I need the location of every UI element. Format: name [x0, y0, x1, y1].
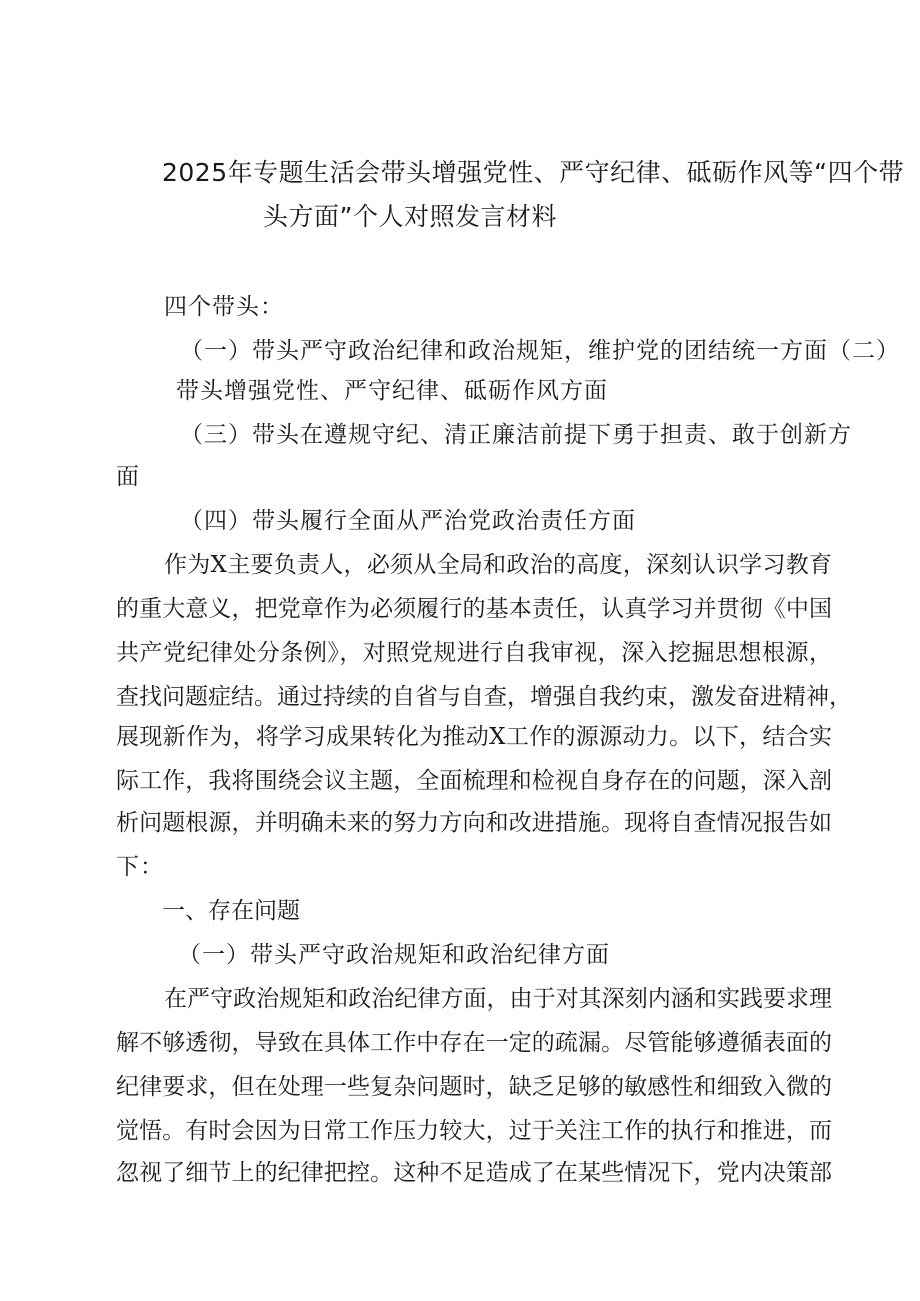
intro-line: 作为X主要负责人，必须从全局和政治的高度，深刻认识学习教育	[164, 552, 832, 578]
intro-line: 的重大意义，把党章作为必须履行的基本责任，认真学习并贯彻《中国	[116, 596, 832, 622]
item-line-5: （四）带头履行全面从严治党政治责任方面	[180, 508, 636, 534]
subsection-heading: （一）带头严守政治规矩和政治纪律方面	[178, 942, 610, 968]
body-line: 忽视了细节上的纪律把控。这种不足造成了在某些情况下，党内决策部	[116, 1160, 832, 1186]
item-line-1: （一）带头严守政治纪律和政治规矩，维护党的团结统一方面（二）	[180, 338, 900, 364]
item-line-3: （三）带头在遵规守纪、清正廉洁前提下勇于担责、敢于创新方	[180, 422, 852, 448]
intro-line: 析问题根源，并明确未来的努力方向和改进措施。现将自查情况报告如	[116, 810, 832, 836]
intro-line: 下：	[116, 854, 164, 880]
intro-line: 展现新作为，将学习成果转化为推动X工作的源源动力。以下，结合实	[116, 724, 832, 750]
intro-line: 查找问题症结。通过持续的自省与自查，增强自我约束，激发奋进精神，	[116, 684, 852, 710]
section-heading: 一、存在问题	[162, 898, 300, 924]
doc-title-line-1: 2025年专题生活会带头增强党性、严守纪律、砥砺作风等“四个带	[162, 158, 905, 187]
four-lead-label: 四个带头：	[164, 294, 284, 320]
body-line: 纪律要求，但在处理一些复杂问题时，缺乏足够的敏感性和细致入微的	[116, 1074, 832, 1100]
item-line-2: 带头增强党性、严守纪律、砥砺作风方面	[176, 378, 608, 404]
doc-title-line-2: 头方面”个人对照发言材料	[263, 202, 557, 231]
body-line: 觉悟。有时会因为日常工作压力较大，过于关注工作的执行和推进，而	[116, 1118, 832, 1144]
intro-line: 共产党纪律处分条例》，对照党规进行自我审视，深入挖掘思想根源，	[116, 640, 832, 666]
body-line: 在严守政治规矩和政治纪律方面，由于对其深刻内涵和实践要求理	[164, 986, 832, 1012]
item-line-4: 面	[116, 464, 140, 490]
body-line: 解不够透彻，导致在具体工作中存在一定的疏漏。尽管能够遵循表面的	[116, 1030, 832, 1056]
intro-line: 际工作，我将围绕会议主题，全面梳理和检视自身存在的问题，深入剖	[116, 768, 832, 794]
